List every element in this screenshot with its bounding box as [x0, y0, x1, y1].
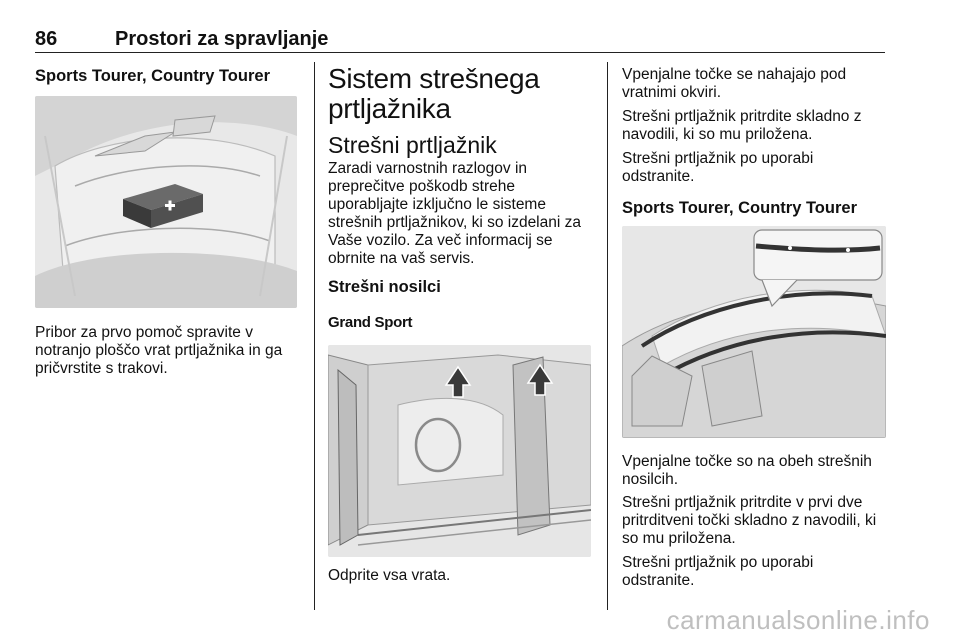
watermark: carmanualsonline.info [666, 605, 930, 635]
page-header [35, 28, 885, 53]
paragraph-rail-remove: Strešni prtljažnik po uporabi odstranite. [622, 554, 814, 589]
subtitle-roof-rack: Strešni prtljažnik [328, 132, 497, 158]
figure-roof-rails [622, 226, 886, 438]
caption-first-aid: Pribor za prvo pomoč spravite v notranjo ploščo vrat prtljažnika in ga pričvrstite s trakovi. [35, 324, 283, 377]
paragraph-mount-instructions: Strešni prtljažnik pritrdite skladno z navodili, ki so mu priložena. [622, 108, 862, 143]
figure-open-doors [328, 345, 591, 557]
title-roof-rack-system: Sistem strešnega prtljažnika [328, 63, 540, 124]
heading-sports-tourer-rails: Sports Tourer, Country Tourer [622, 199, 857, 217]
paragraph-rail-instructions: Strešni prtljažnik pritrdite v prvi dve pritrditveni točki skladno z navodili, ki so mu priložena. [622, 494, 877, 547]
paragraph-mount-points: Vpenjalne točke se nahajajo pod vratnimi okviri. [622, 66, 847, 101]
first-aid-kit-illustration [35, 96, 297, 308]
figure-first-aid-kit [35, 96, 297, 308]
roof-rails-illustration [622, 226, 886, 438]
heading-grand-sport: Grand Sport [328, 314, 413, 331]
column-divider [607, 62, 608, 610]
doors-instruction: Odprite vsa vrata. [328, 567, 451, 584]
column-divider [314, 62, 315, 610]
heading-sports-tourer: Sports Tourer, Country Tourer [35, 67, 270, 85]
page-number: 86 [35, 28, 58, 50]
intro-text: Zaradi varnostnih razlogov in preprečitve poškodb strehe uporabljajte izključno le sisteme strešnih prtljažnikov, ki so izdelani za Vaše vozilo. Za več informacij se obrnite na vaš servis. [328, 160, 581, 267]
section-title: Prostori za spravljanje [115, 28, 329, 50]
paragraph-remove: Strešni prtljažnik po uporabi odstranite. [622, 150, 814, 185]
open-doors-illustration [328, 345, 591, 557]
paragraph-rail-points: Vpenjalne točke so na obeh strešnih nosilcih. [622, 453, 872, 488]
heading-roof-rails: Strešni nosilci [328, 278, 441, 296]
